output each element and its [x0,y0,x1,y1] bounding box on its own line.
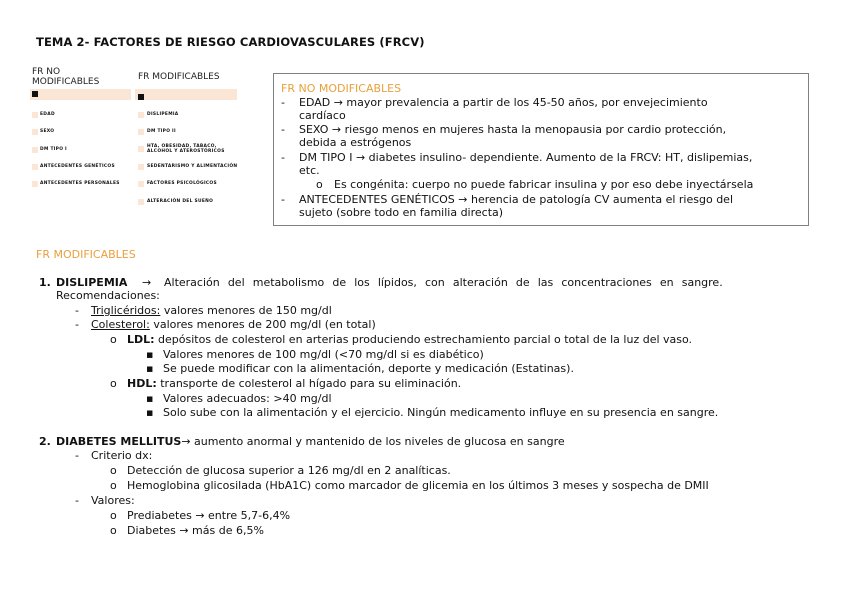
hdl-bullet-1: Valores adecuados: >40 mg/dl [163,392,332,405]
col2-bullet [138,146,144,152]
box-line: SEXO → riesgo menos en mujeres hasta la menopausia por cardio protección, [299,123,727,136]
col1-item: SEXO [40,129,55,134]
col2-item: ALTERACIÓN DEL SUEÑO [147,199,214,204]
box-dash: - [281,151,285,164]
col1-bullet [32,164,38,170]
dash: - [75,494,79,507]
circle: o [110,524,117,537]
s1-arrow: → [142,276,152,289]
circle: o [110,509,117,522]
col-label: Colesterol: [91,318,150,331]
s1-text: Alteración del metabolismo de los lípidos, con alteración de las concentraciones en sangre. [164,276,723,289]
s2-heading: DIABETES MELLITUS [56,435,182,448]
col2-marker-icon [138,94,144,100]
s2-valores: Valores: [91,494,135,507]
hdl-bullet-2: Solo sube con la alimentación y el ejercicio. Ningún medicamento influye en su presencia en sangre. [163,406,719,419]
col1-bullet [32,147,38,153]
col1-bullet [32,181,38,187]
col-line [91,318,376,331]
dash: - [75,318,79,331]
page-title: TEMA 2- FACTORES DE RIESGO CARDIOVASCULARES (FRCV) [36,35,425,49]
hdl-label: HDL: [127,377,157,390]
circle: o [110,479,117,492]
s2-text: → aumento anormal y mantenido de los niveles de glucosa en sangre [181,435,565,448]
box-line: EDAD → mayor prevalencia a partir de los 45-50 años, por envejecimiento [299,96,708,109]
s2-val-2: Diabetes → más de 6,5% [127,524,264,537]
circle: o [110,377,117,390]
s2-crit-2: Hemoglobina glicosilada (HbA1C) como marcador de glicemia en los últimos 3 meses y sospecha de DMII [127,479,709,492]
s2-number: 2. [39,435,51,448]
ldl-label: LDL: [127,333,155,346]
fr-no-modificables-box [273,73,809,226]
s2-criterio: Criterio dx: [91,449,153,462]
square-bullet: ▪ [146,392,154,405]
box-line: Es congénita: cuerpo no puede fabricar insulina y por eso debe inyectársela [334,178,754,191]
col2-item: ALCOHOL Y ATEROSTÓRICOS [147,149,225,154]
box-line: DM TIPO I → diabetes insulino- dependiente. Aumento de la FRCV: HT, dislipemias, [299,151,753,164]
col1-item: DM TIPO I [40,147,67,152]
col1-header: FR NO MODIFICABLES [32,67,100,87]
ldl-text: depósitos de colesterol en arterias produciendo estrechamiento parcial o total de la luz del vaso. [154,333,693,346]
s1-heading: DISLIPEMIA [56,276,128,289]
circle: o [110,333,117,346]
col1-bullet [32,112,38,118]
col2-item: SEDENTARISMO Y ALIMENTACIÓN [147,164,238,169]
col1-marker-icon [32,91,38,97]
col2-item: DM TIPO II [147,129,176,134]
s2-val-1: Prediabetes → entre 5,7-6,4% [127,509,291,522]
box-circle: o [316,178,323,191]
trig-text: valores menores de 150 mg/dl [160,304,332,317]
col2-bullet [138,112,144,118]
square-bullet: ▪ [146,362,154,375]
ldl-bullet-1: Valores menores de 100 mg/dl (<70 mg/dl si es diabético) [163,348,484,361]
col2-item: DISLIPEMIA [147,112,179,117]
dash: - [75,449,79,462]
box-dash: - [281,123,285,136]
col1-bullet [32,129,38,135]
circle: o [110,464,117,477]
s1-line2: Recomendaciones: [56,289,160,302]
section-title: FR MODIFICABLES [36,248,136,261]
box-line: sujeto (sobre todo en familia directa) [299,206,504,219]
box-line: ANTECEDENTES GENÉTICOS → herencia de patología CV aumenta el riesgo del [299,193,734,206]
trig-label: Triglicéridos: [91,304,161,317]
ldl-bullet-2: Se puede modificar con la alimentación, deporte y medicación (Estatinas). [163,362,574,375]
hdl-text: transporte de colesterol al hígado para su eliminación. [156,377,462,390]
col1-header-fill [30,89,131,100]
col2-bullet [138,181,144,187]
hdl-line [127,377,461,390]
col1-item: ANTECEDENTES GENÉTICOS [40,164,115,169]
box-line: cardíaco [299,109,346,122]
square-bullet: ▪ [146,348,154,361]
col2-item: HTA, OBESIDAD, TABACO, [147,144,217,149]
s2-line [56,435,565,448]
col1-item: ANTECEDENTES PERSONALES [40,181,120,186]
trig-line [91,304,332,317]
box-dash: - [281,193,285,206]
col2-bullet [138,199,144,205]
col2-header-fill [135,89,237,100]
col2-header: FR MODIFICABLES [138,72,220,82]
s1-number: 1. [39,276,51,289]
col1-item: EDAD [40,112,55,117]
dash: - [75,304,79,317]
box-line: debida a estrógenos [299,136,412,149]
col2-bullet [138,164,144,170]
col2-bullet [138,129,144,135]
ldl-line [127,333,692,346]
col2-item: FACTORES PSICOLÓGICOS [147,181,217,186]
box-line: etc. [299,164,320,177]
box-dash: - [281,96,285,109]
s2-crit-1: Detección de glucosa superior a 126 mg/dl en 2 analíticas. [127,464,451,477]
square-bullet: ▪ [146,406,154,419]
box-title: FR NO MODIFICABLES [281,82,402,95]
col-text: valores menores de 200 mg/dl (en total) [149,318,376,331]
